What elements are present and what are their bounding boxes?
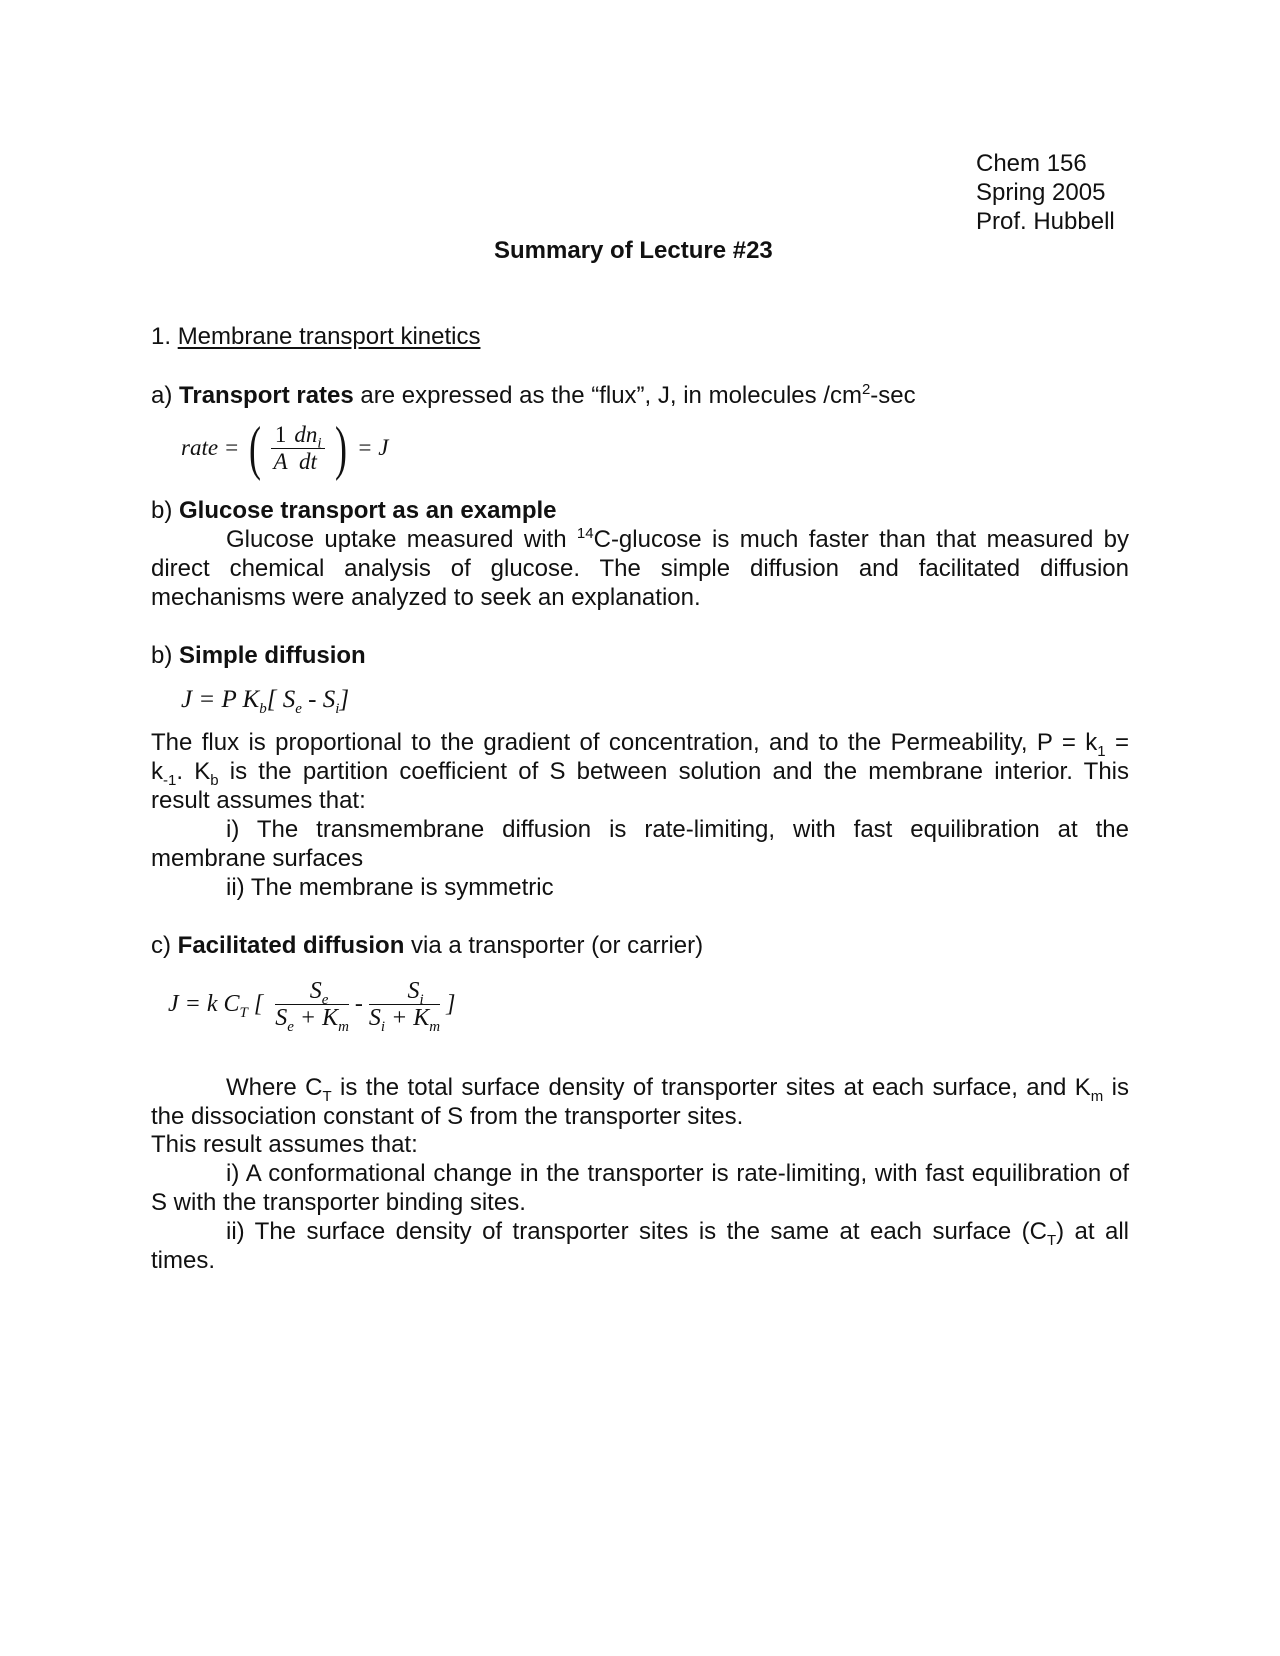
- part-c-text: via a transporter (or carrier): [404, 932, 704, 959]
- rate-eq-den-dt: dt: [298, 448, 317, 474]
- part-b1-prefix: b): [151, 497, 173, 524]
- part-b2-heading: [151, 642, 366, 670]
- rate-eq-paren-right: ): [335, 415, 348, 481]
- part-c-where-pre: Where C: [226, 1074, 323, 1101]
- fd-eq-f2-den-sub2: m: [429, 1018, 441, 1035]
- part-c-item-ii-line1: [151, 1218, 1129, 1247]
- part-b2-line2: [151, 758, 1129, 787]
- part-c-where-sub: T: [322, 1087, 332, 1105]
- part-c-item-ii-post: ) at all: [1056, 1218, 1130, 1245]
- part-a-sup: 2: [861, 381, 871, 398]
- rate-eq-lhs: rate =: [181, 435, 240, 460]
- part-b1-line1-pre: Glucose uptake measured with: [226, 526, 577, 553]
- rate-eq-den-a: A: [273, 448, 288, 474]
- fd-eq-fraction-2: [368, 978, 441, 1035]
- part-c-item-ii-pre: ii) The surface density of transporter sites is the same at each surface (C: [226, 1218, 1047, 1245]
- sd-eq-close: ]: [339, 686, 350, 713]
- part-b2-line1: [151, 729, 1129, 758]
- fd-eq-f1-num-s: S: [309, 978, 322, 1004]
- part-b2-line2-pre: k: [151, 758, 163, 785]
- fd-eq-f1-den-sub2: m: [338, 1018, 349, 1035]
- part-b1-heading: [151, 497, 557, 525]
- header-instructor: Prof. Hubbell: [976, 208, 1115, 235]
- rate-eq-dn-sub: i: [317, 435, 322, 452]
- fd-eq-f2-den-s: S: [368, 1005, 381, 1031]
- part-c-prefix: c): [151, 932, 171, 959]
- fd-eq-f2-num-sub: i: [419, 991, 424, 1008]
- part-c-assumes: This result assumes that:: [151, 1131, 418, 1158]
- sd-eq-si-sub: i: [335, 701, 340, 717]
- part-b1-line1-post: C-glucose is much faster than that measured by: [593, 526, 1129, 553]
- part-a-text-post: -sec: [870, 382, 916, 409]
- part-b1-line1: [151, 526, 1129, 555]
- fd-eq-close: ]: [446, 991, 456, 1017]
- part-a-prefix: a): [151, 382, 173, 409]
- rate-eq-fraction-1: [271, 422, 291, 475]
- part-c-bold: Facilitated diffusion: [177, 932, 405, 959]
- header-course: Chem 156: [976, 150, 1087, 177]
- rate-equation: [181, 415, 389, 481]
- facilitated-diffusion-equation: [168, 978, 456, 1035]
- part-b2-line2-mid: . K: [176, 758, 211, 785]
- fd-eq-f1-num: [275, 978, 349, 1008]
- fd-eq-lhs: J = k C: [168, 991, 240, 1017]
- fd-eq-f2-den-sub: i: [380, 1018, 386, 1035]
- part-c-where-post: is: [1103, 1074, 1129, 1101]
- part-a-line: [151, 382, 916, 410]
- page-title: Summary of Lecture #23: [494, 237, 773, 264]
- part-b2-line1-pre: The flux is proportional to the gradient of concentration, and to the Permeability, P = k: [151, 729, 1098, 756]
- sd-eq-kb-sub: b: [259, 701, 267, 717]
- sd-eq-open: [ S: [266, 686, 296, 713]
- sd-eq-se-sub: e: [295, 701, 302, 717]
- part-b2-line1-post: =: [1115, 729, 1130, 756]
- part-c-item-i-text: i) A conformational change in the transporter is rate-limiting, with fast equilibration of: [226, 1160, 1129, 1187]
- part-b2-item-i-line1: [151, 816, 1129, 845]
- fd-eq-minus: -: [354, 991, 363, 1017]
- part-b2-line2-post: is the partition coefficient of S between solution and the membrane interior. This: [218, 758, 1129, 785]
- part-b2-prefix: b): [151, 642, 173, 669]
- fd-eq-open: [: [253, 991, 264, 1017]
- part-c-item-ii-line2: times.: [151, 1247, 216, 1274]
- fd-eq-lhs-wrap: [168, 991, 248, 1021]
- rate-eq-num-dn: [290, 421, 325, 452]
- fd-eq-f1-den-plus: + K: [293, 1005, 339, 1031]
- part-c-where-line1: [151, 1074, 1129, 1103]
- part-b2-line2-sub: -1: [163, 771, 177, 789]
- part-c-item-ii-sub: T: [1046, 1231, 1057, 1249]
- rate-eq-dn: dn: [294, 421, 318, 447]
- part-c-where-mid: is the total surface density of transporter sites at each surface, and K: [331, 1074, 1091, 1101]
- fd-eq-f2-num: [369, 978, 440, 1008]
- part-b2-bold: Simple diffusion: [179, 642, 366, 669]
- header-term: Spring 2005: [976, 179, 1106, 206]
- part-b2-item-i-text: i) The transmembrane diffusion is rate-limiting, with fast equilibration at the: [226, 816, 1129, 843]
- part-b2-line3: result assumes that:: [151, 787, 366, 814]
- part-a-text: are expressed as the “flux”, J, in molecules /cm: [353, 382, 862, 409]
- part-c-item-i-line2: S with the transporter binding sites.: [151, 1189, 526, 1216]
- part-b2-line2-sub2: b: [210, 771, 219, 789]
- part-b1-line3: mechanisms were analyzed to seek an explanation.: [151, 584, 701, 611]
- rate-eq-rhs: = J: [356, 435, 389, 460]
- rate-eq-fraction-2: [290, 422, 325, 475]
- part-c-where-sub2: m: [1090, 1087, 1104, 1105]
- sd-eq-minus: - S: [301, 686, 336, 713]
- part-b2-item-i-line2: membrane surfaces: [151, 845, 364, 872]
- part-b1-line1-sup: 14: [576, 525, 594, 542]
- section-number: 1.: [151, 323, 172, 350]
- fd-eq-f1-den: [275, 1005, 349, 1035]
- fd-eq-f1-den-sub: e: [287, 1018, 294, 1035]
- fd-eq-f1-den-s: S: [275, 1005, 288, 1031]
- part-c-heading: [151, 932, 703, 960]
- fd-eq-f1-num-sub: e: [321, 991, 329, 1008]
- simple-diffusion-equation: [181, 686, 350, 717]
- rate-eq-num-1: 1: [271, 422, 291, 449]
- section-heading-text: Membrane transport kinetics: [177, 323, 481, 350]
- part-c-where-line2: the dissociation constant of S from the transporter sites.: [151, 1103, 744, 1130]
- fd-eq-f2-den: [368, 1005, 441, 1035]
- rate-eq-paren-left: (: [249, 415, 262, 481]
- section-heading: [151, 323, 480, 351]
- sd-eq-lhs: J = P K: [181, 686, 260, 713]
- fd-eq-fraction-1: [275, 978, 349, 1035]
- part-b1-bold: Glucose transport as an example: [179, 497, 557, 524]
- part-b2-item-ii: ii) The membrane is symmetric: [226, 874, 554, 901]
- part-c-item-i-line1: [151, 1160, 1129, 1189]
- part-b1-line2: direct chemical analysis of glucose. The simple diffusion and facilitated diffusion: [151, 555, 1129, 582]
- fd-eq-ct-sub: T: [239, 1004, 248, 1021]
- fd-eq-f2-num-s: S: [407, 978, 420, 1004]
- part-a-bold: Transport rates: [179, 382, 354, 409]
- fd-eq-f2-den-plus: + K: [385, 1005, 430, 1031]
- part-b2-line1-sub: 1: [1097, 742, 1106, 760]
